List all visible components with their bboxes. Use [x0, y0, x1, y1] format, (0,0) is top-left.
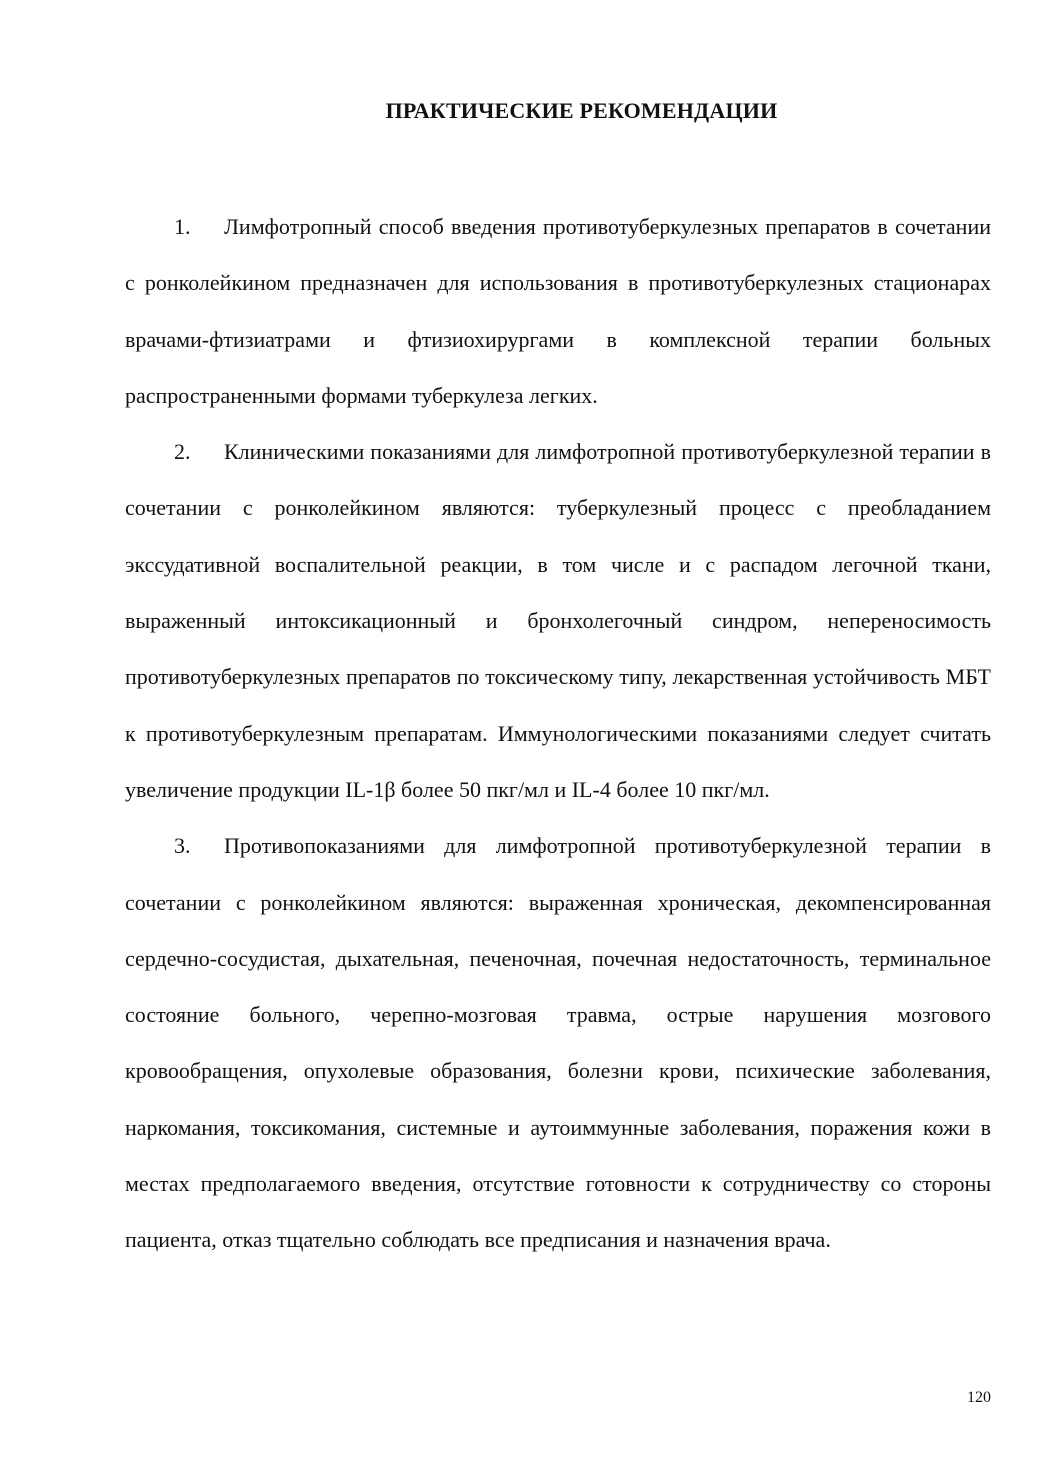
- item-text: Лимфотропный способ введения противотуберкулезных препаратов в сочетании с ронколейкином предназначен для использования в противотуберкулезных стационарах врачами-фтизиатрами и фтизиохирургами в комплексной терапии больных распространенными формами туберкулеза легких.: [125, 214, 991, 408]
- recommendation-item-3: [125, 818, 991, 1268]
- item-number: 2.: [174, 439, 191, 465]
- page-number: 120: [967, 1389, 991, 1406]
- item-number: 3.: [174, 833, 191, 859]
- item-text: Клиническими показаниями для лимфотропной противотуберкулезной терапии в сочетании с ронколейкином являются: туберкулезный процесс с преобладанием экссудативной воспалительной реакции, в том числе и с распадом легочной ткани, выраженный интоксикационный и бронхолегочный синдром, непереносимость противотуберкулезных препаратов по токсическому типу, лекарственная устойчивость МБТ к противотуберкулезным препаратам. Иммунологическими показаниями следует считать увеличение продукции IL-1β более 50 пкг/мл и IL-4 более 10 пкг/мл.: [125, 439, 991, 802]
- recommendation-item-2: [125, 424, 991, 818]
- item-number: 1.: [174, 214, 191, 239]
- page-title: ПРАКТИЧЕСКИЕ РЕКОМЕНДАЦИИ: [385, 98, 778, 123]
- recommendation-item-1: [125, 199, 991, 424]
- item-text: Противопоказаниями для лимфотропной противотуберкулезной терапии в сочетании с ронколейкином являются: выраженная хроническая, декомпенсированная сердечно-сосудистая, дыхательная, печеночная, почечная недостаточность, терминальное состояние больного, черепно-мозговая травма, острые нарушения мозгового кровообращения, опухолевые образования, болезни крови, психические заболевания, наркомания, токсикомания, системные и аутоиммунные заболевания, поражения кожи в местах предполагаемого введения, отсутствие готовности к сотрудничеству со стороны пациента, отказ тщательно соблюдать все предписания и назначения врача.: [125, 833, 991, 1253]
- recommendations-list: [125, 199, 991, 1269]
